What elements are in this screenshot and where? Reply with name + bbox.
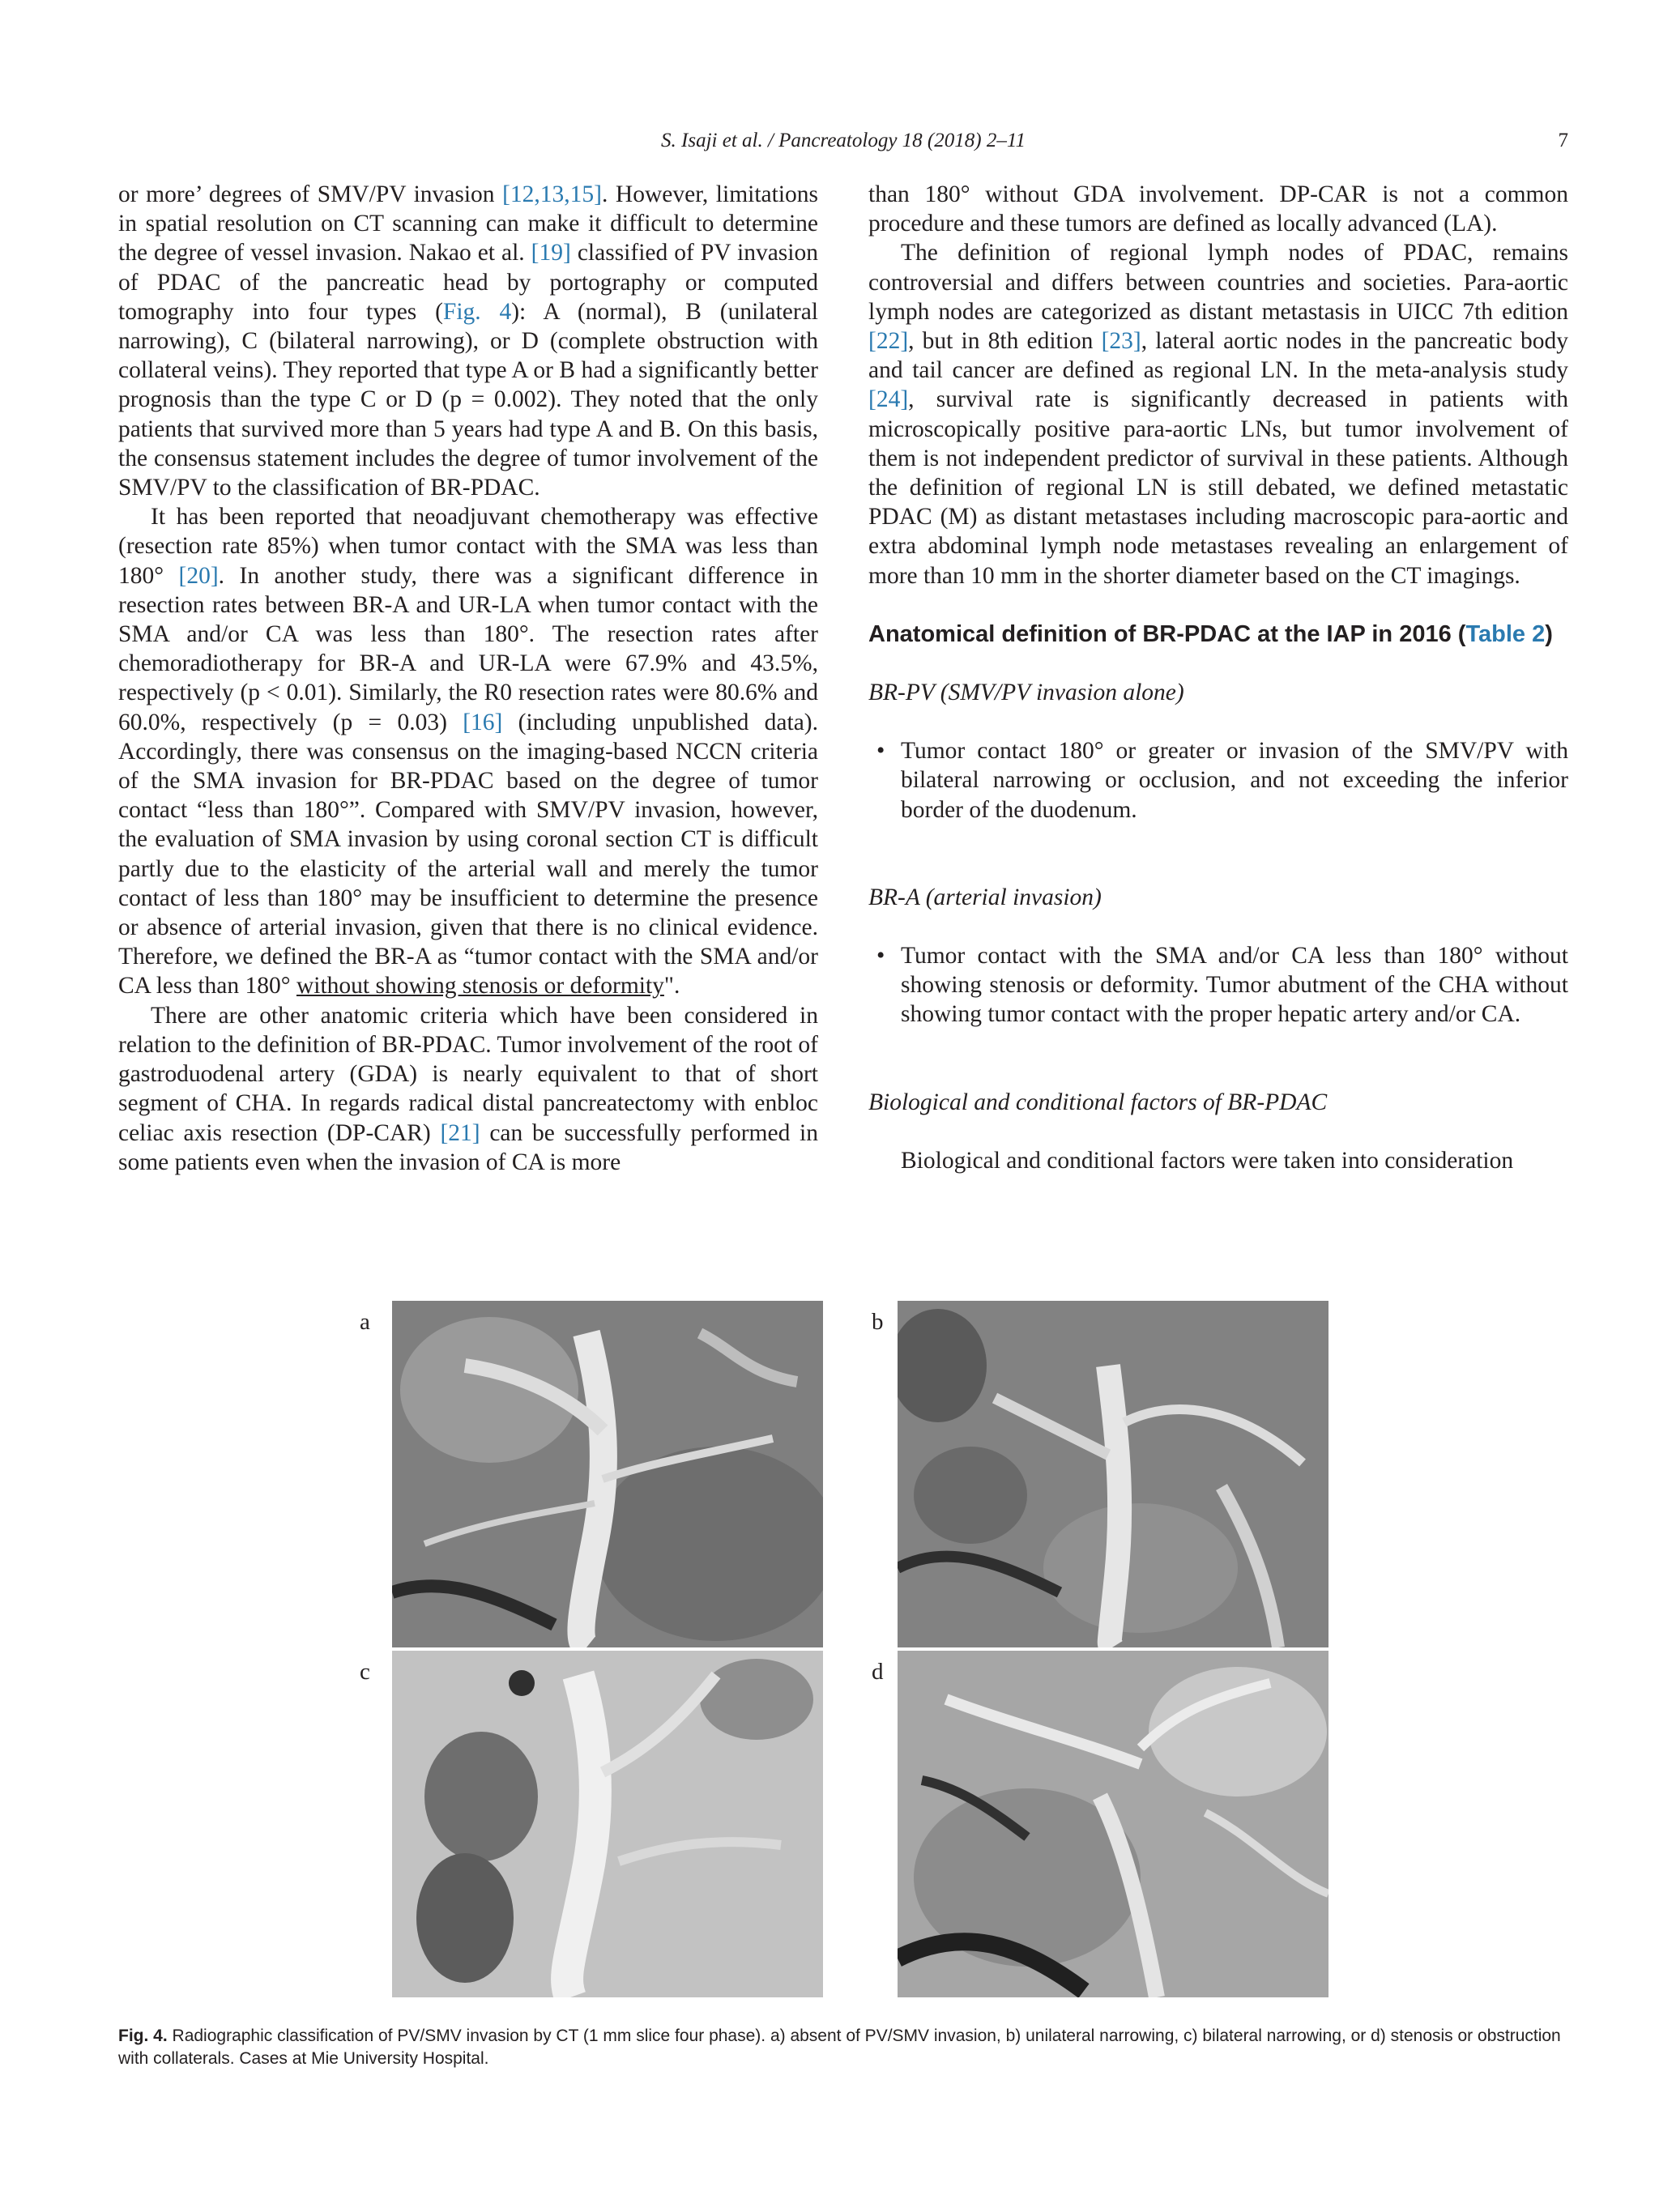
- running-head: [118, 130, 1568, 157]
- paragraph: [868, 238, 1568, 590]
- text: , but in 8th edition: [908, 328, 1102, 355]
- bullet-text: Tumor contact with the SMA and/or CA less than 180° without showing stenosis or deformity. Tumor abutment of the CHA without showing tumor contact with the proper hepatic artery and/or CA.: [901, 943, 1568, 1028]
- panel-label-b: b: [872, 1309, 884, 1335]
- reference-link[interactable]: [22]: [868, 328, 909, 355]
- bullet-text: Tumor contact 180° or greater or invasion of the SMV/PV with bilateral narrowing or occlusion, and not exceeding the inferior border of the duodenum.: [901, 738, 1568, 823]
- heading-text: ): [1545, 620, 1553, 647]
- reference-link[interactable]: [23]: [1101, 328, 1141, 355]
- left-column: [118, 180, 818, 1177]
- panel-label-d: d: [872, 1659, 884, 1685]
- table-link[interactable]: Table 2: [1465, 620, 1546, 647]
- paragraph: than 180° without GDA involvement. DP-CAR is not a common procedure and these tumors are defined as locally advanced (LA).: [868, 181, 1568, 237]
- page-number: 7: [1558, 130, 1568, 151]
- paragraph: [118, 1001, 818, 1177]
- text: (including unpublished data). Accordingly, there was consensus on the imaging-based NCCN criteria of the SMA invasion for BR-PDAC based on the degree of tumor contact “less than 180°”. Compared with SMV/PV invasion, however, the evaluation of SMA invasion by using coronal section CT is difficult partly due to the elasticity of the arterial wall and merely the tumor contact of less than 180° may be insufficient to determine the presence or absence of arterial invasion, given that there is no clinical evidence. Therefore, we defined the BR-A as “tumor contact with the SMA and/or CA less than 180°: [118, 709, 819, 999]
- journal-citation: S. Isaji et al. / Pancreatology 18 (2018) 2–11: [661, 130, 1026, 151]
- figure-4: [356, 1296, 1328, 2009]
- text: classified of PV invasion of PDAC of the pancreatic head by portography or computed tomography into four types (: [118, 240, 818, 325]
- text: . However, limitations in spatial resolution on CT scanning can make it difficult to determine the degree of vessel invasion. Nakao et al.: [118, 181, 818, 266]
- figure-link[interactable]: Fig. 4: [442, 298, 512, 325]
- ct-image-d: [898, 1651, 1328, 1997]
- text: , lateral aortic nodes in the pancreatic body and tail cancer are defined as regional LN. In the meta-analysis study: [868, 328, 1568, 384]
- reference-link[interactable]: [24]: [868, 386, 909, 413]
- paragraph: [118, 180, 818, 502]
- text: The definition of regional lymph nodes of PDAC, remains controversial and differs between countries and societies. Para-aortic lymph nodes are categorized as distant metastasis in UICC 7th edition: [868, 240, 1568, 325]
- panel-label-c: c: [360, 1659, 370, 1685]
- reference-link[interactable]: [21]: [440, 1119, 480, 1146]
- text: can be successfully performed in some patients even when the invasion of CA is more: [118, 1119, 818, 1175]
- bullet-icon: •: [876, 943, 885, 970]
- section-heading: [868, 620, 1568, 649]
- subsection-heading: BR-A (arterial invasion): [868, 884, 1102, 910]
- paragraph: [118, 502, 818, 1000]
- underlined-text: without showing stenosis or deformity: [296, 973, 664, 999]
- figure-label: Fig. 4.: [118, 2027, 168, 2045]
- figure-caption: [118, 2025, 1568, 2070]
- ct-image-b: [898, 1301, 1328, 1647]
- bullet-item: [868, 941, 1568, 1029]
- reference-link[interactable]: [16]: [463, 709, 503, 735]
- ct-image-c: [392, 1651, 823, 1997]
- bullet-icon: •: [876, 738, 885, 765]
- ct-image-a: [392, 1301, 823, 1647]
- text: . In another study, there was a significant difference in resection rates between BR-A and UR-LA when tumor contact with the SMA and/or CA was less than 180°. The resection rates after chemoradiotherapy for BR-A and UR-LA were 67.9% and 43.5%, respectively (p < 0.01). Similarly, the R0 resection rates were 80.6% and 60.0%, respectively (p = 0.03): [118, 562, 818, 735]
- text: or more’ degrees of SMV/PV invasion: [118, 181, 503, 207]
- reference-link[interactable]: [19]: [531, 240, 571, 266]
- bullet-item: [868, 736, 1568, 825]
- panel-label-a: a: [360, 1309, 370, 1335]
- subsection-heading: Biological and conditional factors of BR-PDAC: [868, 1089, 1328, 1115]
- text: There are other anatomic criteria which have been considered in relation to the definition of BR-PDAC. Tumor involvement of the root of gastroduodenal artery (GDA) is nearly equivalent to that of short segment of CHA. In regards radical distal pancreatectomy with enbloc celiac axis resection (DP-CAR): [118, 1002, 818, 1146]
- reference-link[interactable]: [20]: [178, 562, 219, 589]
- caption-text: Radiographic classification of PV/SMV invasion by CT (1 mm slice four phase). a) absent of PV/SMV invasion, b) unilateral narrowing, c) bilateral narrowing, or d) stenosis or obstruction with collaterals. Cases at Mie University Hospital.: [118, 2027, 1561, 2068]
- paragraph: Biological and conditional factors were taken into consideration: [901, 1147, 1514, 1174]
- text: It has been reported that neoadjuvant chemotherapy was effective (resection rate 85%) when tumor contact with the SMA was less than 180°: [118, 504, 818, 589]
- text: ".: [663, 973, 680, 999]
- text: , survival rate is significantly decreased in patients with microscopically positive para-aortic LNs, but tumor involvement of them is not independent predictor of survival in these patients. Although the definition of regional LN is still debated, we defined metastatic PDAC (M) as distant metastases including macroscopic para-aortic and extra abdominal lymph node metastases revealing an enlargement of more than 10 mm in the shorter diameter based on the CT imagings.: [868, 386, 1568, 589]
- text: ): A (normal), B (unilateral narrowing), C (bilateral narrowing), or D (complete obstruction with collateral veins). They reported that type A or B had a significantly better prognosis than the type C or D (p = 0.002). They noted that the only patients that survived more than 5 years had type A and B. On this basis, the consensus statement includes the degree of tumor involvement of the SMV/PV to the classification of BR-PDAC.: [118, 298, 818, 501]
- subsection-heading: BR-PV (SMV/PV invasion alone): [868, 680, 1184, 706]
- reference-link[interactable]: [12,13,15]: [502, 181, 602, 207]
- heading-text: Anatomical definition of BR-PDAC at the IAP in 2016 (: [868, 620, 1466, 647]
- right-column: [868, 180, 1568, 1175]
